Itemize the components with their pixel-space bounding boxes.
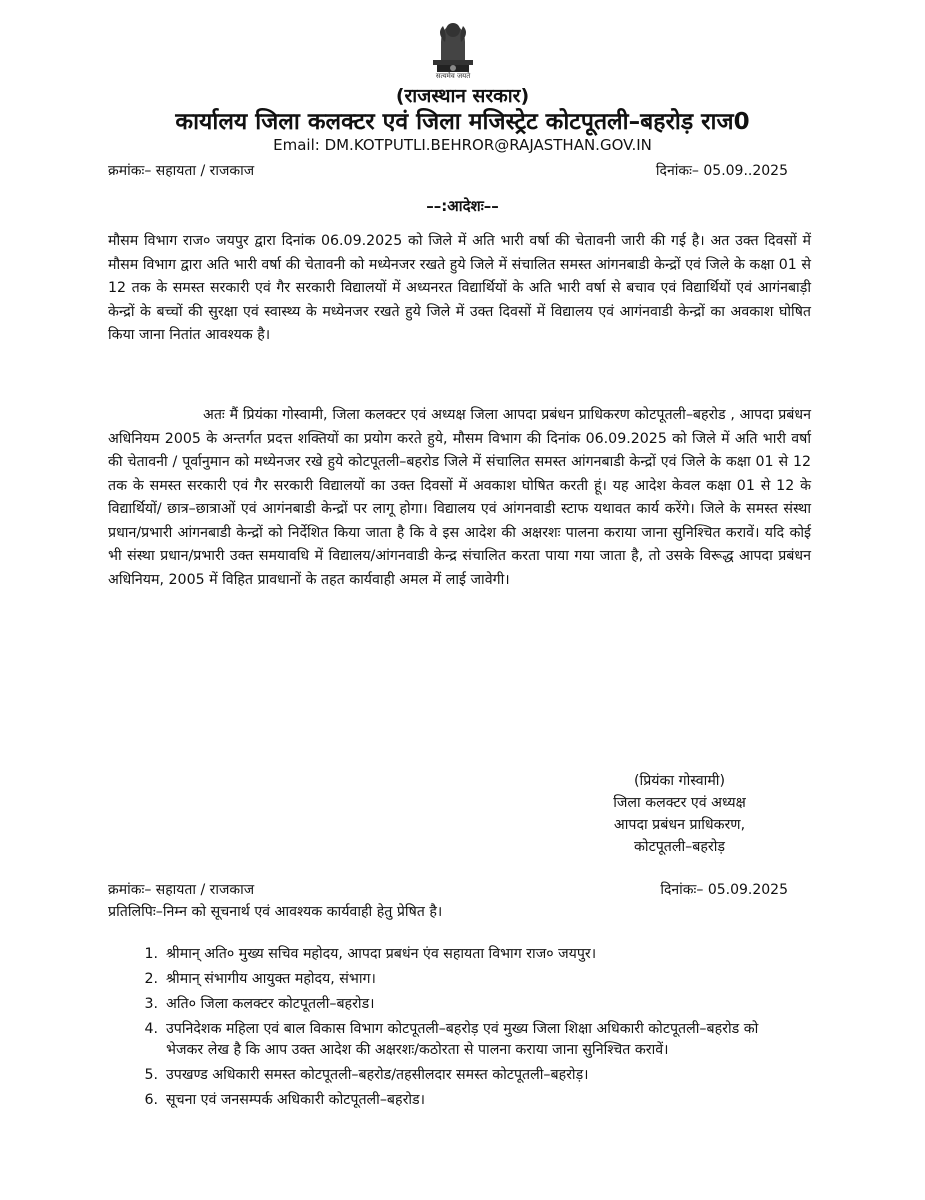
copy-reference-line [108,880,788,899]
signatory-authority: आपदा प्रबंधन प्राधिकरण, [613,817,746,833]
list-item: 6. सूचना एवं जनसम्पर्क अधिकारी कोटपूतली–बहरोड। [144,1092,426,1108]
list-item: 4. उपनिदेशक महिला एवं बाल विकास विभाग कोटपूतली–बहरोड़ एवं मुख्य जिला शिक्षा अधिकारी कोटपूतली–बहरोड को भेजकर लेख है कि आप उक्त आदेश की अक्षरशः/कठोरता से पालना कराया जाना सुनिश्चित करावें। [144,1021,759,1058]
government-name: (राजस्थान सरकार) [395,85,530,107]
signatory-location: कोटपूतली–बहरोड़ [634,839,725,855]
ashoka-emblem-icon [423,12,483,80]
signature-block [587,770,772,858]
copy-intro: प्रतिलिपिः–निम्न को सूचनार्थ एवं आवश्यक कार्यवाही हेतु प्रेषित है। [108,904,443,920]
order-paragraph-2: अतः मैं प्रियंका गोस्वामी, जिला कलक्टर एवं अध्यक्ष जिला आपदा प्रबंधन प्राधिकरण कोटपूतली–बहरोड , आपदा प्रबंधन अधिनियम 2005 के अन्तर्गत प्रदत्त शक्तियों का प्रयोग करते हुये, मौसम विभाग की दिनांक 06.09.2025 को जिले में अति भारी वर्षा की चेतावनी / पूर्वानुमान को मध्येनजर रखे हुये कोटपूतली–बहरोड जिले में संचालित समस्त आंगनबाडी केन्द्रों एवं जिले के कक्षा 01 से 12 तक के समस्त सरकारी एवं गैर सरकारी विद्यालयों का उक्त दिवसों में अवकाश घोषित करती हूं। यह आदेश केवल कक्षा 01 से 12 के विद्यार्थियों/ छात्र–छात्राओं एवं आगंनबाडी केन्द्रों पर लागू होगा। विद्यालय एवं आंगनवाडी स्टाफ यथावत कार्य करेंगे। जिले के समस्त संस्था प्रधान/प्रभारी आंगनबाडी केन्द्रों को निर्देशित किया जाता है कि वे इस आदेश की अक्षरशः पालना कराया जाना सुनिश्चित करावें। यदि कोई भी संस्था प्रधान/प्रभारी उक्त समयावधि में विद्यालय/आंगनवाडी केन्द्र संचालित करता पाया गया जाता है, तो उसके विरूद्ध आपदा प्रबंधन अधिनियम, 2005 में विहित प्रावधानों के तहत कार्यवाही अमल में लाई जावेगी। [108,407,811,588]
list-item: 3. अति० जिला कलक्टर कोटपूतली–बहरोड। [144,996,375,1012]
signatory-name: (प्रियंका गोस्वामी) [633,773,726,789]
copy-reference-number: क्रमांकः– सहायता / राजकाज [108,882,255,898]
order-paragraph-1: मौसम विभाग राज० जयपुर द्वारा दिनांक 06.09.2025 को जिले में अति भारी वर्षा की चेतावनी जारी की गई है। अत उक्त दिवसों में मौसम विभाग द्वारा अति भारी वर्षा की चेतावनी को मध्येनजर रखते हुये जिले में संचालित समस्त आंगनबाडी केन्द्रों एवं जिले के कक्षा 01 से 12 तक के समस्त सरकारी एवं गैर सरकारी विद्यालयों में अध्यनरत विद्यार्थियों के अति भारी वर्षा से बचाव एवं विद्यार्थियों एवं आगंनबाड़ी केन्द्रों के बच्चों की सुरक्षा एवं स्वास्थ्य के मध्येनजर रखते हुये जिले में उक्त दिवसों में विद्यालय एवं आगंनवाडी केन्द्रों का अवकाश घोषित किया जाना नितांत आवश्यक है। [108,233,811,343]
reference-line [108,161,788,180]
order-heading: ––:आदेशः–– [426,197,499,215]
reference-number: क्रमांकः– सहायता / राजकाज [108,163,255,179]
office-email: Email: DM.KOTPUTLI.BEHROR@RAJASTHAN.GOV.IN [273,136,652,154]
office-title: कार्यालय जिला कलक्टर एवं जिला मजिस्ट्रेट कोटपूतली–बहरोड़ राज0 [175,109,750,135]
list-item: 1. श्रीमान् अति० मुख्य सचिव महोदय, आपदा प्रबधंन एंव सहायता विभाग राज० जयपुर। [144,946,597,962]
distribution-list [108,944,788,1115]
copy-reference-date: दिनांकः– 05.09.2025 [660,882,788,898]
emblem-motto: सत्यमेव जयते [435,72,471,80]
signatory-designation: जिला कलक्टर एवं अध्यक्ष [613,795,746,811]
reference-date: दिनांकः– 05.09..2025 [655,163,788,179]
list-item: 2. श्रीमान् संभागीय आयुक्त महोदय, संभाग। [144,971,376,987]
list-item: 5. उपखण्ड अधिकारी समस्त कोटपूतली–बहरोड/तहसीलदार समस्त कोटपूतली–बहरोड़। [144,1067,589,1083]
